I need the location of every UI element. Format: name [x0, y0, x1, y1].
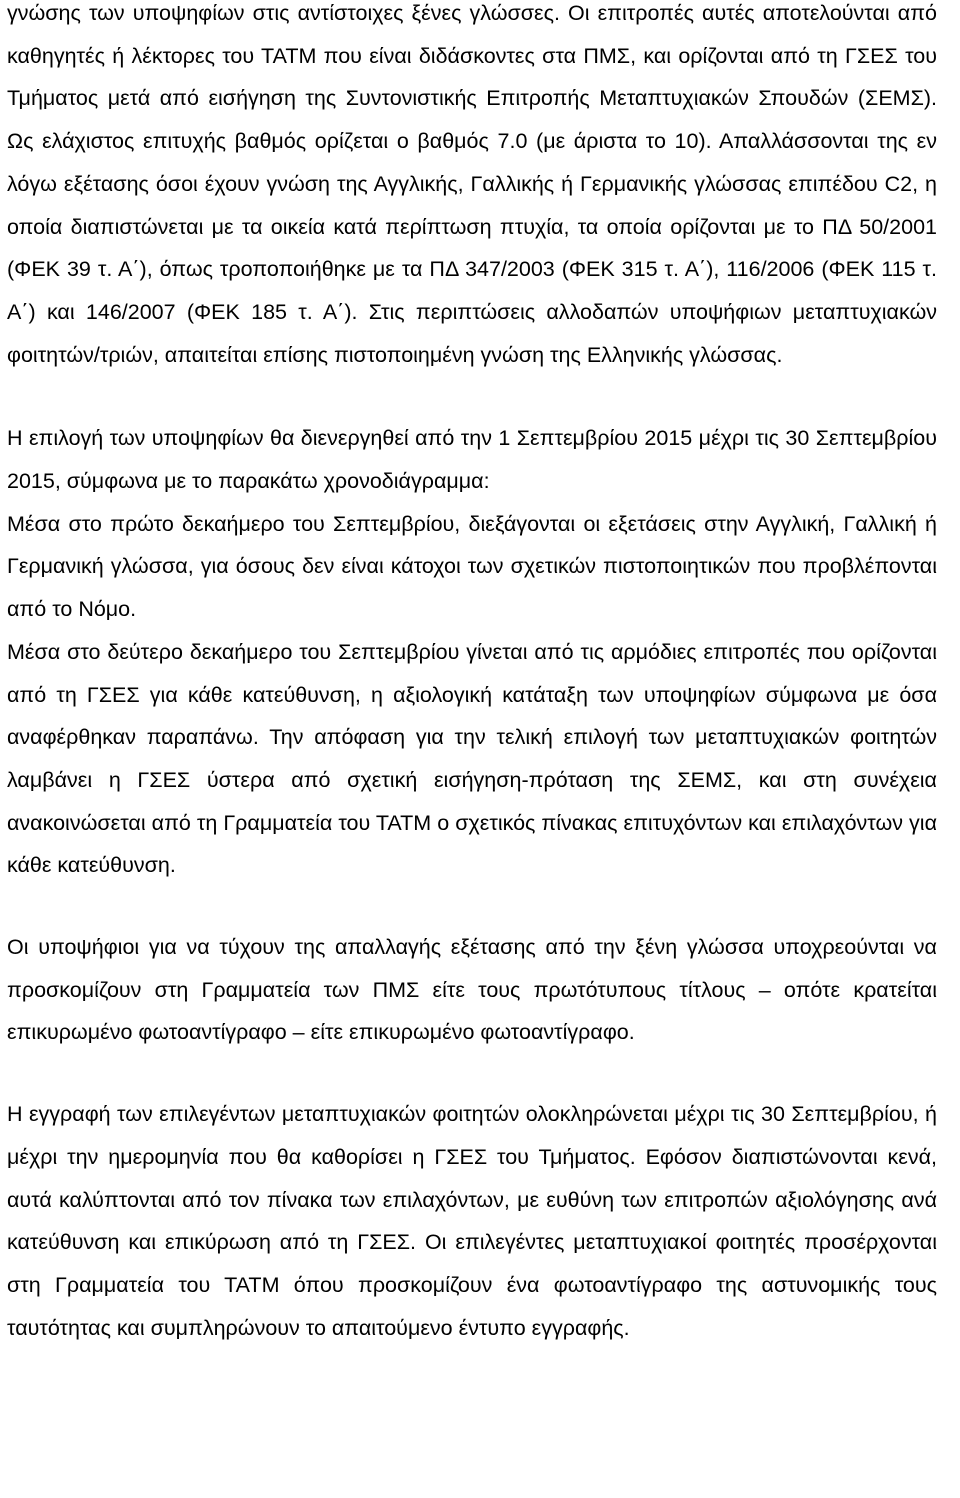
paragraph-registration: Η εγγραφή των επιλεγέντων μεταπτυχιακών φοιτητών ολοκληρώνεται μέχρι τις 30 Σεπτεμβρίου, ή μέχρι την ημερομηνία που θα καθορίσει η ΓΣΕΣ του Τμήματος. Εφόσον διαπιστώνονται κενά, αυτά καλύπτονται από τον πίνακα των επιλαχόντων, με ευθύνη των επιτροπών αξιολόγησης ανά κατεύθυνση και επικύρωση από τη ΓΣΕΣ. Οι επιλεγέντες μεταπτυχιακοί φοιτητές προσέρχονται στη Γραμματεία του ΤΑΤΜ όπου προσκομίζουν ένα φωτοαντίγραφο της αστυνομικής τους ταυτότητας και συμπληρώνουν το απαιτούμενο έντυπο εγγραφής.: [7, 1102, 937, 1340]
paragraph-selection-period: Η επιλογή των υποψηφίων θα διενεργηθεί από την 1 Σεπτεμβρίου 2015 μέχρι τις 30 Σεπτεμβρίου 2015, σύμφωνα με το παρακάτω χρονοδιάγραμμα:: [7, 426, 937, 494]
paragraph-first-ten-days: Μέσα στο πρώτο δεκαήμερο του Σεπτεμβρίου, διεξάγονται οι εξετάσεις στην Αγγλική, Γαλλική ή Γερμανική γλώσσα, για όσους δεν είναι κάτοχοι των σχετικών πιστοποιητικών που προβλέπονται από το Νόμο.: [7, 511, 937, 622]
paragraph-second-ten-days: Μέσα στο δεύτερο δεκαήμερο του Σεπτεμβρίου γίνεται από τις αρμόδιες επιτροπές που ορίζονται από τη ΓΣΕΣ για κάθε κατεύθυνση, η αξιολογική κατάταξη των υποψηφίων σύμφωνα με όσα αναφέρθηκαν παραπάνω. Την απόφαση για την τελική επιλογή των μεταπτυχιακών φοιτητών λαμβάνει η ΓΣΕΣ ύστερα από σχετική εισήγηση-πρόταση της ΣΕΜΣ, και στη συνέχεια ανακοινώσεται από τη Γραμματεία του ΤΑΤΜ ο σχετικός πίνακας επιτυχόντων και επιλαχόντων για κάθε κατεύθυνση.: [7, 639, 937, 878]
document-page: [7, 0, 937, 1349]
paragraph-exemption-documents: Οι υποψήφιοι για να τύχουν της απαλλαγής εξέτασης από την ξένη γλώσσα υποχρεούνται να προσκομίζουν στη Γραμματεία των ΠΜΣ είτε τους πρωτότυπους τίτλους – οπότε κρατείται επικυρωμένο φωτοαντίγραφο – είτε επικυρωμένο φωτοαντίγραφο.: [7, 935, 937, 1045]
paragraph-language-exam: γνώσης των υποψηφίων στις αντίστοιχες ξένες γλώσσες. Οι επιτροπές αυτές αποτελούνται από καθηγητές ή λέκτορες του ΤΑΤΜ που είναι διδάσκοντες στα ΠΜΣ, και ορίζονται από τη ΓΣΕΣ του Τμήματος μετά από εισήγηση της Συντονιστικής Επιτροπής Μεταπτυχιακών Σπουδών (ΣΕΜΣ). Ως ελάχιστος επιτυχής βαθμός ορίζεται ο βαθμός 7.0 (με άριστα το 10). Απαλλάσσονται της εν λόγω εξέτασης όσοι έχουν γνώση της Αγγλικής, Γαλλικής ή Γερμανικής γλώσσας επιπέδου C2, η οποία διαπιστώνεται με τα οικεία κατά περίπτωση πτυχία, τα οποία ορίζονται με το ΠΔ 50/2001 (ΦΕΚ 39 τ. Α΄), όπως τροποποιήθηκε με τα ΠΔ 347/2003 (ΦΕΚ 315 τ. Α΄), 116/2006 (ΦΕΚ 115 τ. Α΄) και 146/2007 (ΦΕΚ 185 τ. Α΄). Στις περιπτώσεις αλλοδαπών υποψήφιων μεταπτυχιακών φοιτητών/τριών, απαιτείται επίσης πιστοποιημένη γνώση της Ελληνικής γλώσσας.: [7, 1, 937, 367]
